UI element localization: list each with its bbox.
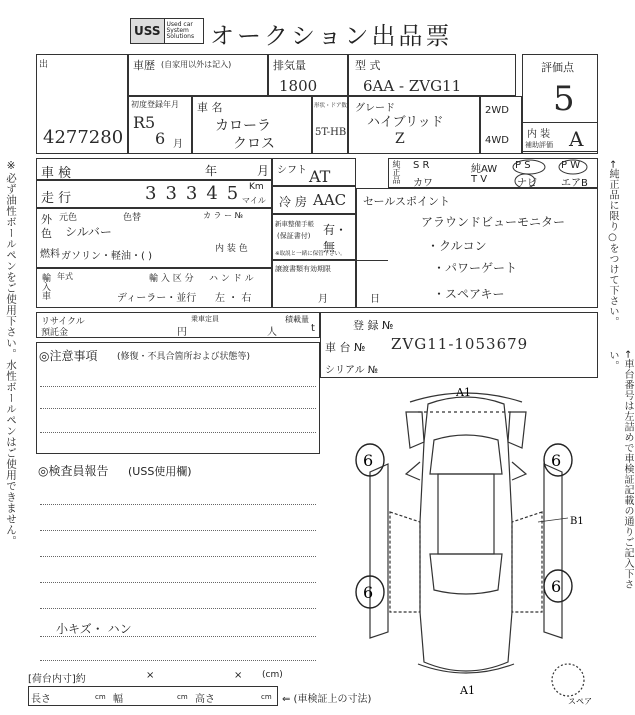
- cargo-x: ×: [234, 670, 243, 681]
- doors-box: [312, 96, 348, 154]
- model-label: 型 式: [355, 59, 381, 72]
- cargo-cm: cm: [95, 693, 106, 701]
- first-reg-label: 初度登録年月: [131, 100, 179, 109]
- manual-note: ※取説と一緒に保管下さい。: [275, 251, 346, 257]
- history-note: (自家用以外は記入): [161, 60, 232, 69]
- import-year-label: 年式: [57, 272, 73, 281]
- damage-mark-top: A1: [456, 386, 471, 399]
- cargo-arrow-note: ⇐ (車検証上の寸法): [282, 694, 372, 705]
- tire-mark: 6: [363, 451, 374, 470]
- notes-section: [36, 342, 320, 454]
- chassis-value: ZVG11-1053679: [391, 335, 529, 353]
- manual-value: 有・無: [323, 223, 348, 254]
- shift-box: [272, 158, 356, 186]
- ac-box: [272, 186, 356, 214]
- color-box: [36, 208, 272, 268]
- import-category-label: 輸 入 区 分: [149, 274, 194, 284]
- equipment-item: P W: [561, 160, 581, 171]
- recycle-box: [36, 312, 320, 338]
- score-label: 評価点: [541, 61, 574, 74]
- logo-sub: Solutions: [166, 33, 195, 40]
- ac-label: 冷 房: [279, 195, 307, 209]
- page-title: オークション出品票: [210, 22, 453, 50]
- import-label: 輸入車: [40, 273, 50, 300]
- equipment-item: カワ: [413, 178, 433, 189]
- color-value: シルバー: [65, 225, 112, 239]
- notes-title-sub: (修復・不具合箇所および状態等): [117, 352, 251, 362]
- side-note-right: ←純正品に限り○をつけて下さい。: [607, 160, 618, 328]
- tire-mark: 6: [551, 451, 562, 470]
- cargo-width: 幅: [113, 694, 123, 705]
- equipment-item: ナビ: [517, 178, 537, 189]
- transfer-month: 月: [318, 294, 328, 305]
- inner-color-label: 内 装 色: [215, 244, 248, 254]
- drive-2wd: 2WD: [485, 105, 509, 116]
- reg-label: 登 録 №: [353, 319, 394, 332]
- grade-value-1: ハイブリッド: [367, 115, 444, 130]
- inspector-title: ◎検査員報告: [38, 464, 109, 478]
- first-reg-box: [128, 96, 192, 154]
- logo-sub: System: [166, 27, 189, 34]
- equipment-item: S R: [413, 160, 430, 171]
- cargo-unit: (cm): [262, 670, 283, 680]
- cargo-len: 長さ: [31, 694, 51, 705]
- car-name-box: [192, 96, 312, 154]
- serial-label: シリアル №: [325, 365, 379, 376]
- displacement-value: 1800: [279, 77, 318, 95]
- manual-box: [272, 214, 356, 260]
- grade-value-2: Z: [395, 131, 405, 147]
- equipment-item: P S: [515, 160, 531, 171]
- interior-sub-label: 補助評価: [525, 141, 553, 149]
- month-unit: 月: [173, 139, 183, 150]
- capacity-label: 乗車定員: [191, 315, 219, 323]
- inspector-note: 小キズ・ ハン: [56, 622, 132, 636]
- shaken-box: [36, 158, 272, 180]
- registration-box: [320, 312, 598, 378]
- sales-point-label: セールスポイント: [363, 195, 451, 208]
- recycle-label-2: 預託金: [41, 328, 69, 338]
- mileage-unit-mile: マイル: [242, 196, 266, 205]
- grade-box: [348, 96, 480, 154]
- color-changed-label: 色替: [123, 213, 142, 223]
- cargo-height: 高さ: [195, 694, 215, 705]
- grade-label: グレード: [355, 103, 395, 114]
- load-unit: t: [311, 323, 315, 334]
- cargo-cm: cm: [177, 693, 188, 701]
- mileage-box: [36, 180, 272, 208]
- manual-label-1: 新車整備手帳: [275, 220, 314, 228]
- history-box: [128, 54, 268, 96]
- manual-label-2: (保証書付): [277, 232, 311, 240]
- logo-sub: Used car: [166, 21, 193, 28]
- load-label: 積載量: [285, 315, 309, 324]
- equipment-circles: [389, 159, 599, 189]
- mileage-label: 走 行: [41, 191, 72, 206]
- spare-label: スペア: [568, 697, 592, 706]
- cargo-row: [28, 668, 290, 686]
- mileage-value: 33345: [145, 183, 248, 204]
- sales-point-line: ・パワーゲート: [433, 261, 518, 275]
- damage-mark-bottom: A1: [460, 684, 475, 697]
- tire-mark: 6: [363, 583, 374, 602]
- shift-value: AT: [309, 167, 331, 186]
- car-name-2: クロス: [233, 136, 275, 152]
- equipment-box: [388, 158, 598, 188]
- doors-value: 5T-HB: [315, 127, 347, 138]
- uss-logo: [130, 18, 204, 44]
- mileage-unit-km: Km: [249, 182, 264, 192]
- cargo-label: [荷台内寸]約: [28, 674, 86, 685]
- lot-box: [36, 54, 128, 154]
- import-handle: 左 ・ 右: [215, 293, 252, 304]
- cargo-x: ×: [146, 670, 155, 681]
- equipment-item: T V: [471, 174, 488, 185]
- color-label-outer: 外: [41, 213, 52, 226]
- chassis-label: 車 台 №: [325, 341, 366, 354]
- color-label: 色: [41, 227, 52, 240]
- sales-point-box: [356, 188, 598, 308]
- transfer-day: 日: [370, 294, 380, 305]
- tire-mark: 6: [551, 577, 562, 596]
- equipment-label: 純正品: [392, 160, 401, 184]
- model-box: [348, 54, 516, 96]
- color-original-label: 元色: [59, 213, 78, 223]
- cargo-dims: [28, 686, 278, 706]
- car-name-label: 車 名: [197, 101, 223, 114]
- lot-number: 4277280: [43, 127, 124, 148]
- shift-label: シフト: [277, 165, 307, 176]
- fuel-options: ガソリン・軽油・( ): [61, 251, 152, 262]
- ac-value: AAC: [313, 191, 347, 209]
- import-handle-label: ハ ン ド ル: [209, 274, 254, 284]
- shaken-month: 月: [257, 164, 270, 178]
- notes-title: ◎注意事項: [39, 349, 98, 363]
- recycle-label-1: リサイクル: [41, 317, 85, 327]
- logo-text: USS: [131, 19, 165, 43]
- history-label: 車歴: [133, 59, 155, 72]
- interior-box: [522, 122, 598, 154]
- displacement-label: 排気量: [273, 59, 306, 72]
- first-reg-year: R5: [133, 113, 156, 132]
- car-diagram: [330, 382, 602, 706]
- drive-box: [480, 96, 522, 154]
- cargo-cm: cm: [261, 693, 272, 701]
- lot-label: 出: [39, 60, 49, 70]
- model-value: 6AA - ZVG11: [363, 77, 462, 95]
- displacement-box: [268, 54, 348, 96]
- shaken-year: 年: [205, 164, 218, 178]
- capacity-unit: 人: [267, 327, 277, 338]
- damage-mark-b: B1: [570, 516, 584, 527]
- car-name-1: カローラ: [215, 118, 271, 134]
- equipment-item: 純AW: [471, 164, 498, 175]
- drive-4wd: 4WD: [485, 135, 509, 146]
- transfer-box: [272, 260, 356, 308]
- first-reg-month: 6: [155, 129, 166, 148]
- fuel-label: 燃料: [40, 249, 60, 260]
- transfer-label: 譲渡書類有効期限: [275, 265, 331, 273]
- side-note-left: ※必ず油性ボールペンをご使用下さい。水性ボールペンはご使用できません。: [5, 160, 17, 547]
- doors-label: 形状・ドア数: [314, 103, 347, 109]
- score-value: 5: [553, 79, 575, 119]
- recycle-unit: 円: [177, 327, 187, 338]
- color-no-label: カ ラ ー №: [203, 211, 243, 220]
- sales-point-line: ・スペアキー: [433, 287, 505, 301]
- shaken-label: 車 検: [41, 166, 72, 181]
- import-box: [36, 268, 272, 308]
- side-note-right: ←車台番号は左詰めで車検証記載の通りご記入下さい。: [607, 350, 633, 590]
- sales-point-line: アラウンドビューモニター: [421, 215, 566, 229]
- equipment-item: エアB: [561, 178, 588, 189]
- interior-score: A: [569, 127, 584, 151]
- interior-label: 内 装: [527, 129, 551, 140]
- import-category: ディーラー・並行: [117, 293, 197, 304]
- sales-point-line: ・クルコン: [427, 239, 487, 253]
- inspector-title-sub: (USS使用欄): [128, 465, 192, 478]
